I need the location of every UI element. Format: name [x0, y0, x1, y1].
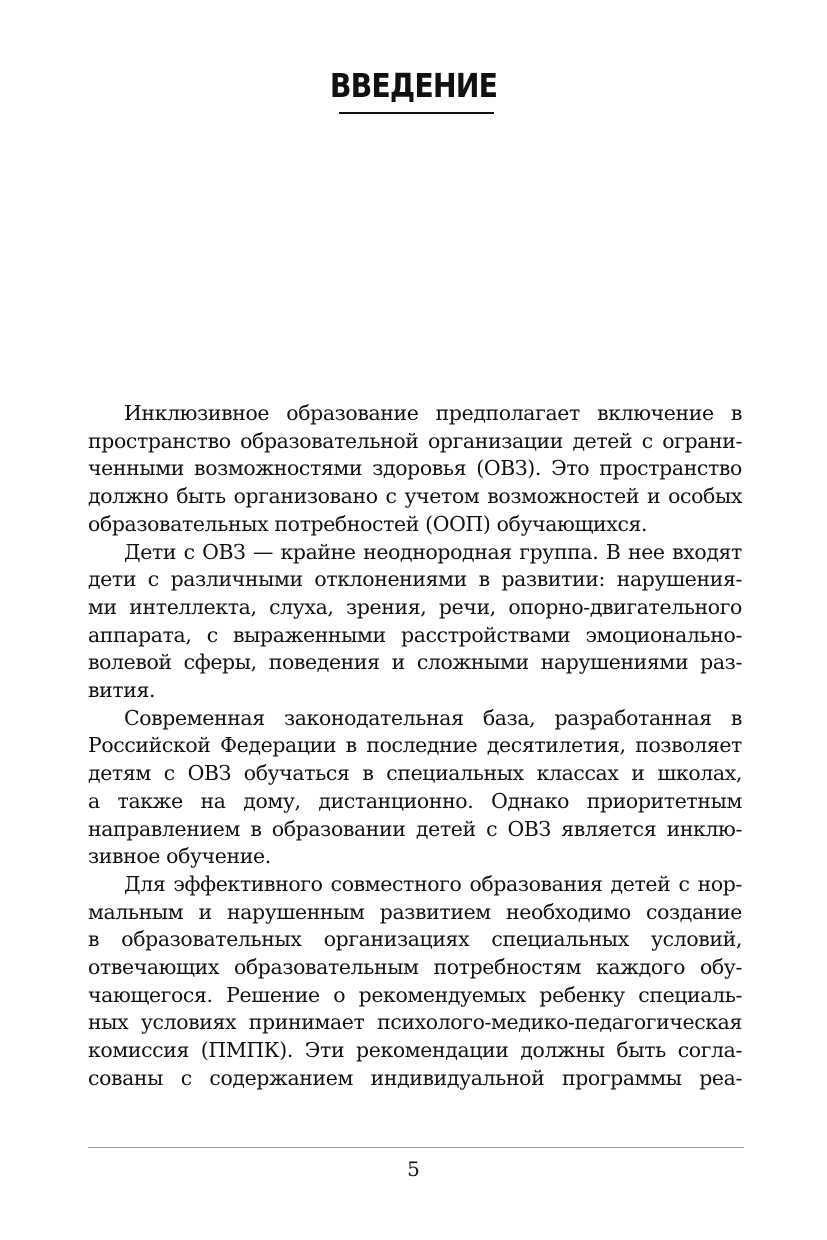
text-line: ченными возможностями здоровья (ОВЗ). Это пространство	[88, 456, 742, 481]
page-title: ВВЕДЕНИЕ	[329, 66, 498, 105]
text-line: пространство образовательной организации детей с ограни-	[88, 428, 742, 453]
text-line: волевой сферы, поведения и сложными нарушениями раз-	[88, 650, 742, 675]
page-number: 5	[407, 1157, 420, 1181]
text-line: чающегося. Решение о рекомендуемых ребенку специаль-	[88, 982, 742, 1007]
text-line: Российской Федерации в последние десятилетия, позволяет	[88, 733, 742, 758]
text-line: Инклюзивное образование предполагает включение в	[124, 401, 742, 425]
text-line: в образовательных организациях специальных условий,	[88, 927, 742, 952]
text-line: а также на дому, дистанционно. Однако приоритетным	[88, 788, 742, 813]
paragraph	[88, 705, 742, 871]
text-line: Современная законодательная база, разработанная в	[124, 705, 742, 730]
paragraph	[88, 871, 742, 1093]
footer-divider	[88, 1147, 744, 1148]
text-line: Дети с ОВЗ — крайне неоднородная группа. В нее входят	[124, 539, 742, 564]
text-line: ных условиях принимает психолого-медико-педагогическая	[88, 1010, 742, 1035]
text-line: сованы с содержанием индивидуальной программы реа-	[88, 1065, 742, 1090]
text-line: отвечающих образовательным потребностям каждого обу-	[88, 955, 742, 980]
text-line: Для эффективного совместного образования детей с нор-	[124, 871, 742, 896]
text-line: вития.	[88, 678, 156, 703]
text-line: детям с ОВЗ обучаться в специальных классах и школах,	[88, 761, 742, 786]
text-line: ми интеллекта, слуха, зрения, речи, опорно-двигательного	[88, 594, 742, 619]
text-line: должно быть организовано с учетом возможностей и особых	[88, 484, 742, 509]
paragraph	[88, 539, 742, 705]
text-line: комиссия (ПМПК). Эти рекомендации должны быть согла-	[88, 1038, 742, 1063]
text-line: направлением в образовании детей с ОВЗ является инклю-	[88, 816, 742, 841]
text-line: мальным и нарушенным развитием необходимо создание	[88, 899, 742, 924]
text-line: зивное обучение.	[88, 844, 271, 869]
body-text	[88, 400, 742, 1093]
paragraph	[88, 400, 742, 539]
text-line: аппарата, с выраженными расстройствами эмоционально-	[88, 622, 742, 647]
text-line: образовательных потребностей (ООП) обучающихся.	[88, 511, 648, 536]
text-line: дети с различными отклонениями в развитии: нарушения-	[88, 567, 742, 592]
title-underline	[339, 112, 494, 114]
